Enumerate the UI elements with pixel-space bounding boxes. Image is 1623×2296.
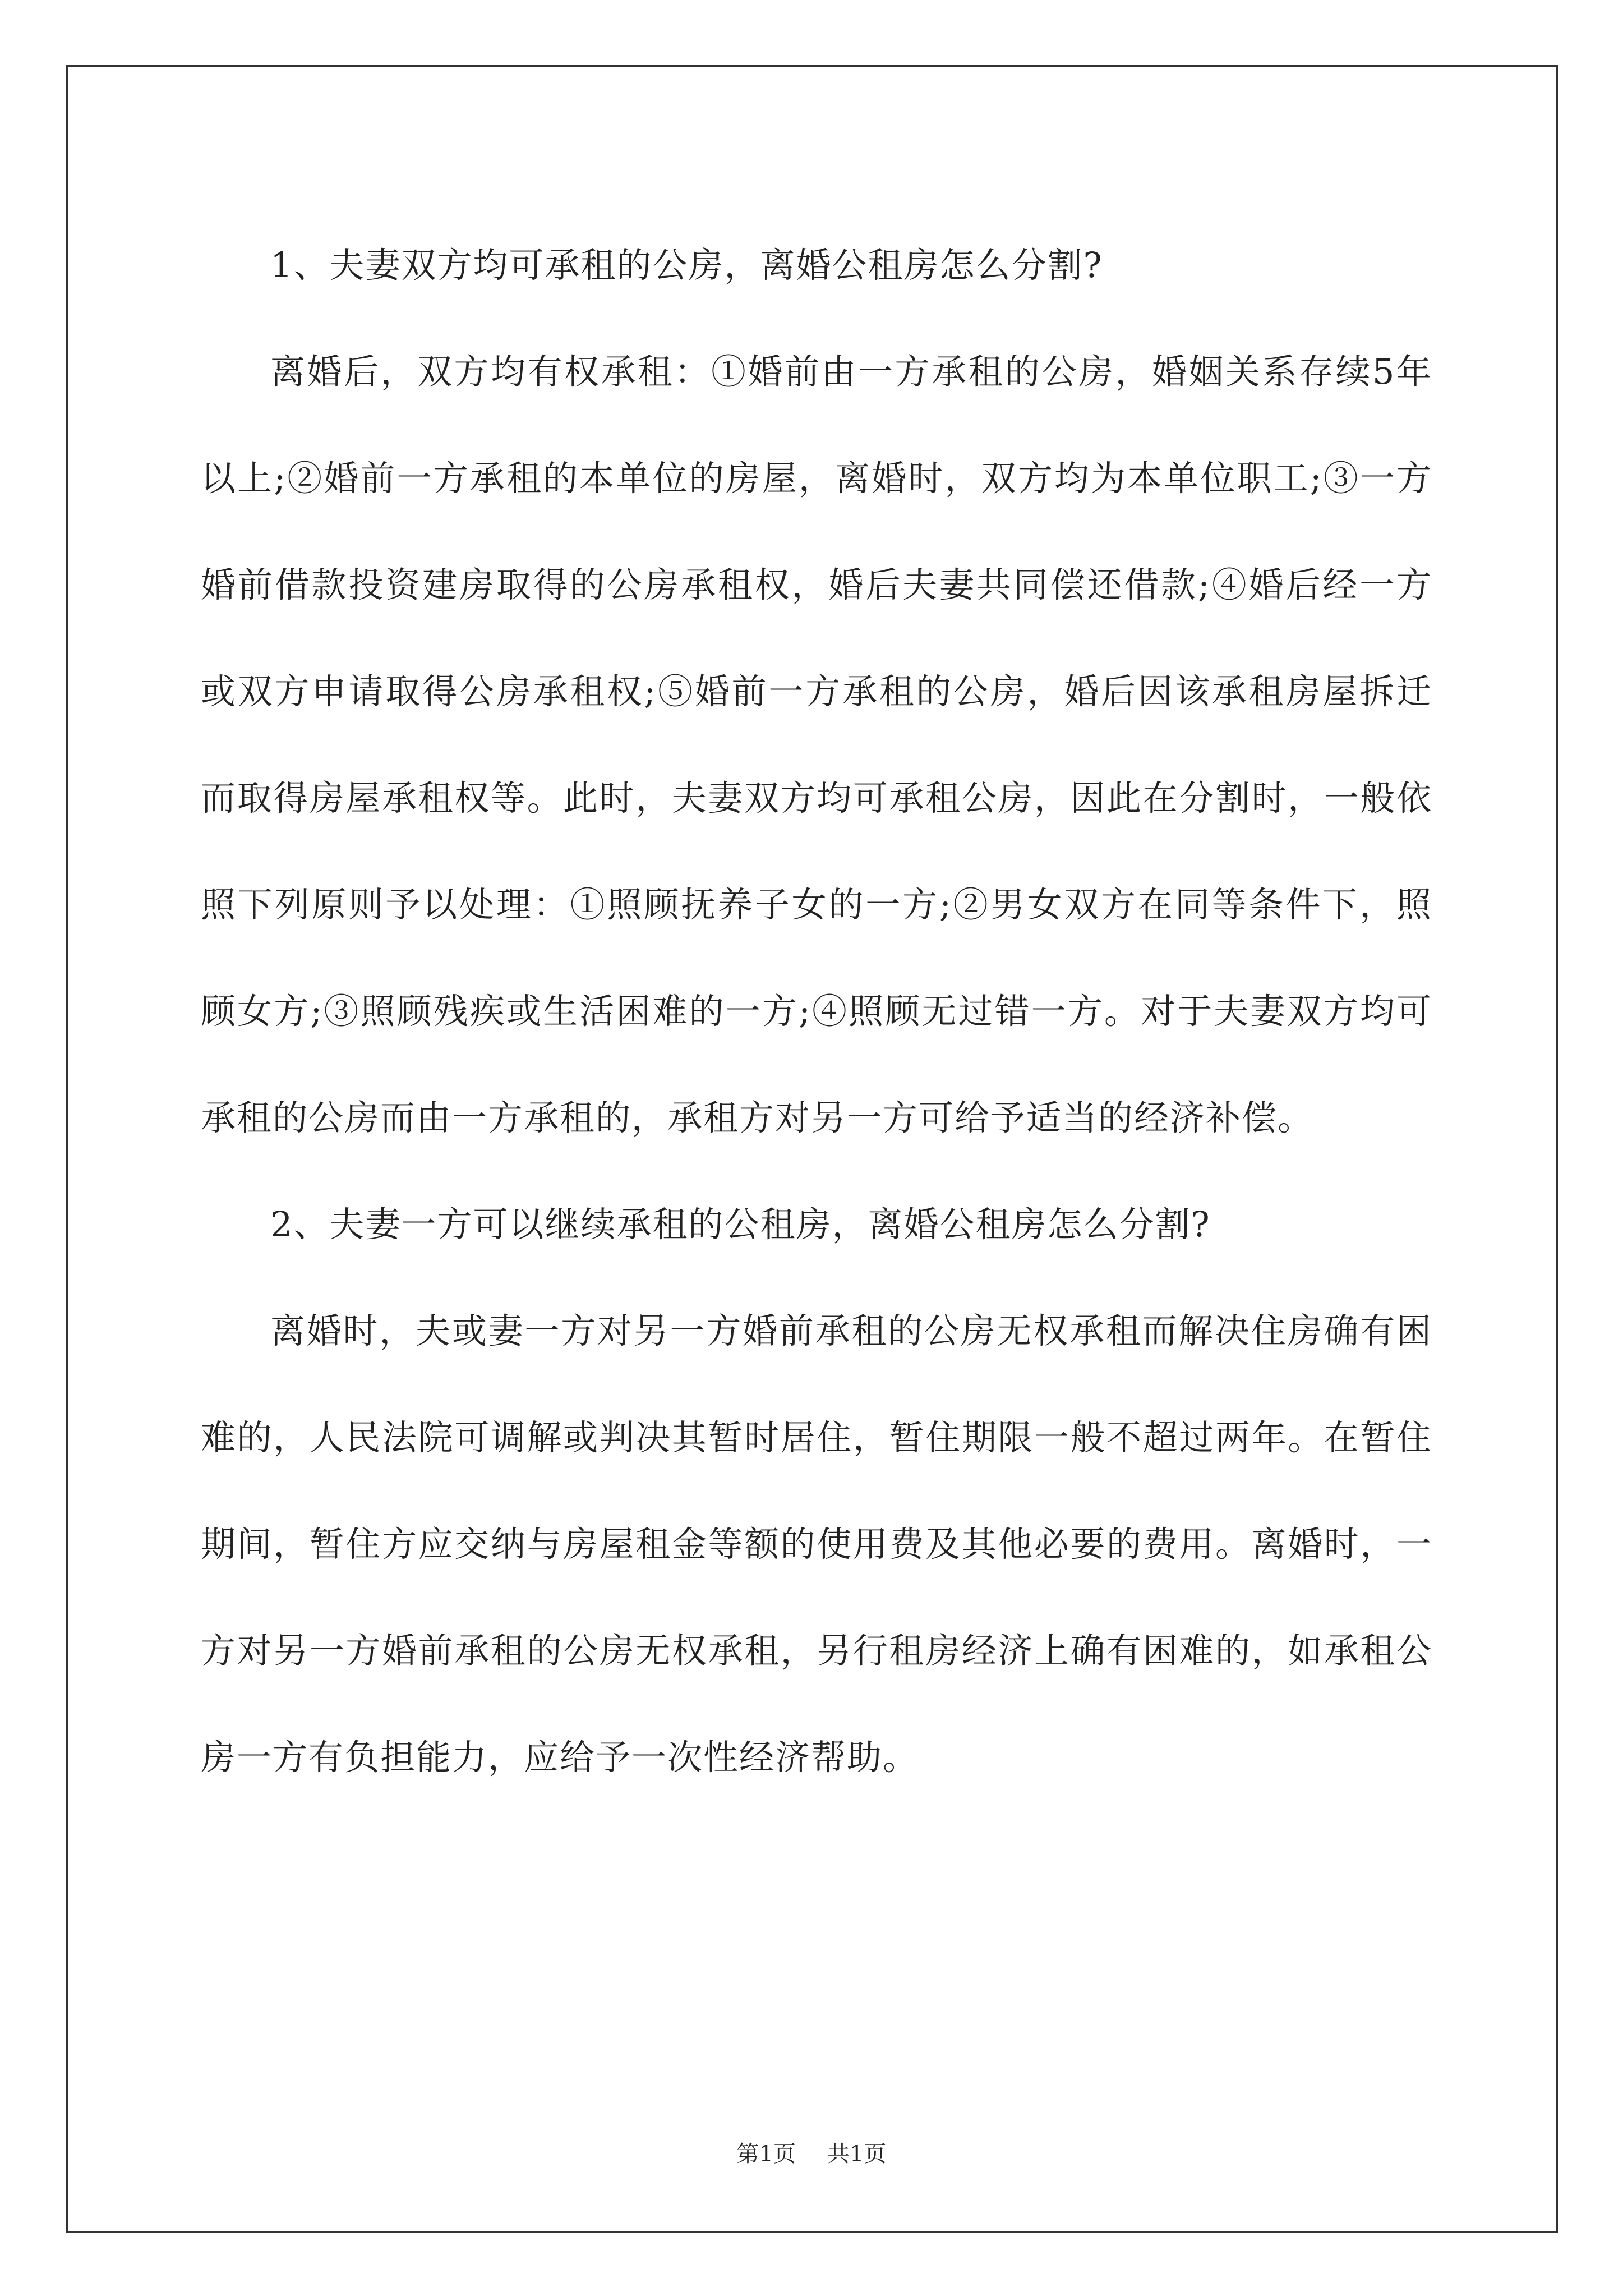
page-footer <box>0 2136 1623 2168</box>
page-number-total: 共1页 <box>827 2141 887 2167</box>
document-body <box>201 212 1432 1811</box>
section-2-body: 离婚时，夫或妻一方对另一方婚前承租的公房无权承租而解决住房确有困难的，人民法院可调解或判决其暂时居住，暂住期限一般不超过两年。在暂住期间，暂住方应交纳与房屋租金等额的使用费及其他必要的费用。离婚时，一方对另一方婚前承租的公房无权承租，另行租房经济上确有困难的，如承租公房一方有负担能力，应给予一次性经济帮助。 <box>201 1310 1432 1778</box>
section-2-heading: 2、夫妻一方可以继续承租的公租房，离婚公租房怎么分割? <box>270 1204 1211 1245</box>
section-1-body: 离婚后，双方均有权承租：①婚前由一方承租的公房，婚姻关系存续5年以上;②婚前一方承租的本单位的房屋，离婚时，双方均为本单位职工;③一方婚前借款投资建房取得的公房承租权，婚后夫妻共同偿还借款;④婚后经一方或双方申请取得公房承租权;⑤婚前一方承租的公房，婚后因该承租房屋拆迁而取得房屋承租权等。此时，夫妻双方均可承租公房，因此在分割时，一般依照下列原则予以处理：①照顾抚养子女的一方;②男女双方在同等条件下，照顾女方;③照顾残疾或生活困难的一方;④照顾无过错一方。对于夫妻双方均可承租的公房而由一方承租的，承租方对另一方可给予适当的经济补偿。 <box>201 351 1432 1138</box>
page-number-current: 第1页 <box>736 2141 796 2167</box>
section-1-heading: 1、夫妻双方均可承租的公房，离婚公租房怎么分割? <box>270 245 1103 286</box>
